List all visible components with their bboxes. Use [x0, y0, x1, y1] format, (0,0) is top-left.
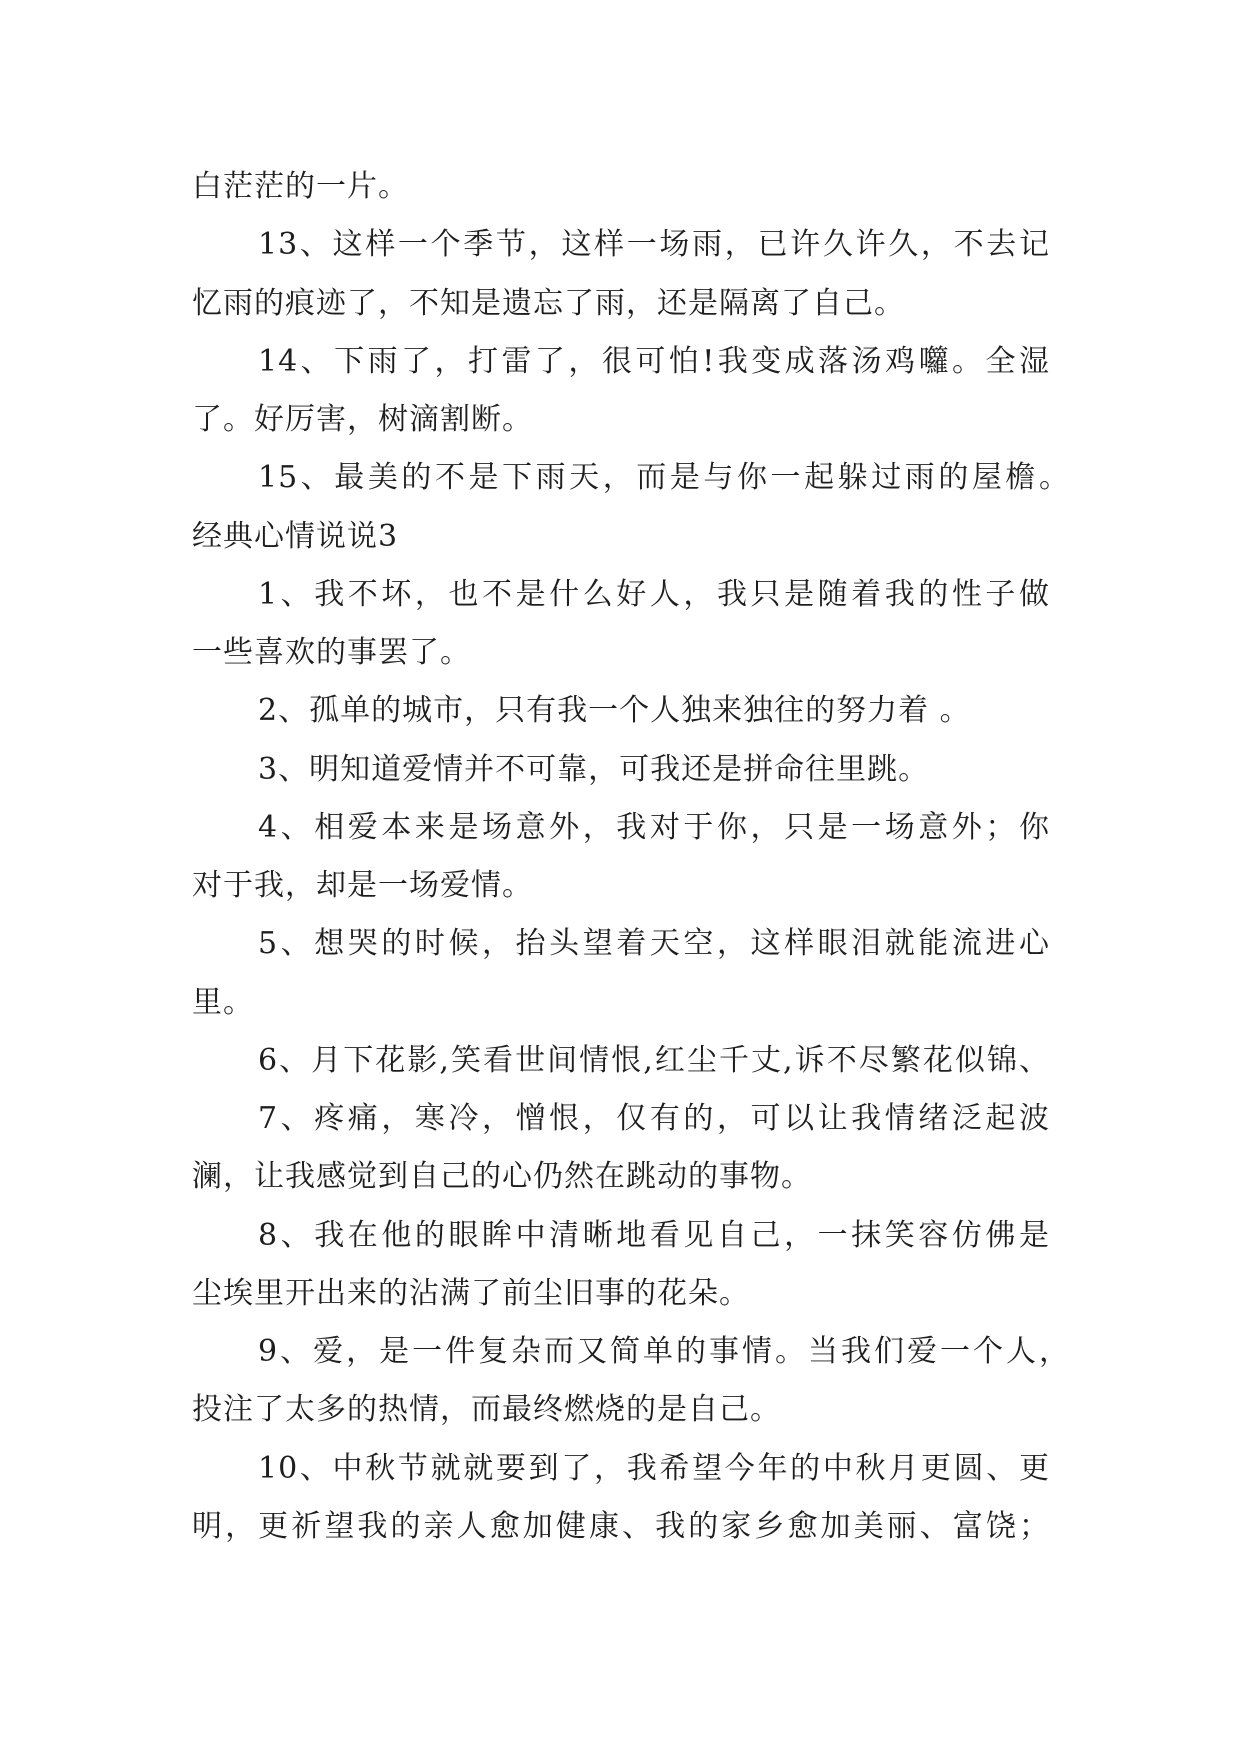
document-body [192, 158, 1070, 1556]
text-line: 3、明知道爱情并不可靠，可我还是拼命往里跳。 [258, 751, 930, 787]
list-item [192, 1323, 1070, 1440]
list-item [192, 1440, 1050, 1557]
list-item [192, 566, 1050, 683]
list-item [192, 333, 1050, 450]
text-line: 9、爱，是一件复杂而又简单的事情。当我们爱一个人， [258, 1334, 1070, 1369]
list-item [192, 449, 1070, 507]
continued-paragraph [192, 158, 1050, 216]
list-item [192, 741, 1050, 799]
text-line: 5、想哭的时候，抬头望着天空，这样眼泪就能流进心 [258, 926, 1050, 962]
text-line: 15、最美的不是下雨天，而是与你一起躲过雨的屋檐。 [258, 460, 1070, 496]
text-line: 尘埃里开出来的沾满了前尘旧事的花朵。 [192, 1275, 750, 1311]
text-line: 13、这样一个季节，这样一场雨，已许久许久，不去记 [258, 227, 1050, 263]
section-title: 经典心情说说3 [192, 518, 399, 554]
text-line: 2、孤单的城市，只有我一个人独来独往的努力着 。 [258, 693, 971, 729]
list-item [192, 216, 1050, 333]
text-line: 1、我不坏，也不是什么好人，我只是随着我的性子做 [258, 576, 1050, 612]
list-item [192, 1207, 1050, 1324]
list-item [192, 915, 1050, 1032]
text-line: 投注了太多的热情，而最终燃烧的是自己。 [192, 1392, 781, 1428]
text-line: 明，更祈望我的亲人愈加健康、我的家乡愈加美丽、富饶； [192, 1508, 1050, 1544]
text-line: 4、相爱本来是场意外，我对于你，只是一场意外；你 [258, 809, 1050, 845]
text-line: 里。 [192, 984, 254, 1020]
text-line: 8、我在他的眼眸中清晰地看见自己，一抹笑容仿佛是 [258, 1217, 1050, 1253]
text-line: 忆雨的痕迹了，不知是遗忘了雨，还是隔离了自己。 [192, 285, 905, 321]
text-line: 一些喜欢的事罢了。 [192, 635, 471, 670]
text-line: 白茫茫的一片。 [192, 169, 409, 204]
text-line: 10、中秋节就就要到了，我希望今年的中秋月更圆、更 [258, 1450, 1050, 1486]
list-item [192, 799, 1050, 916]
list-item [192, 1090, 1050, 1207]
text-line: 了。好厉害，树滴割断。 [192, 402, 533, 437]
section-heading [192, 508, 1050, 566]
list-item [192, 1032, 1050, 1090]
text-line: 6、月下花影,笑看世间情恨,红尘千丈,诉不尽繁花似锦、 [258, 1042, 1050, 1078]
text-line: 7、疼痛，寒冷，憎恨，仅有的，可以让我情绪泛起波 [258, 1101, 1050, 1136]
list-item [192, 682, 1050, 740]
text-line: 澜，让我感觉到自己的心仍然在跳动的事物。 [192, 1159, 812, 1195]
text-line: 对于我，却是一场爱情。 [192, 868, 533, 903]
text-line: 14、下雨了，打雷了，很可怕!我变成落汤鸡囖。全湿 [258, 343, 1050, 379]
